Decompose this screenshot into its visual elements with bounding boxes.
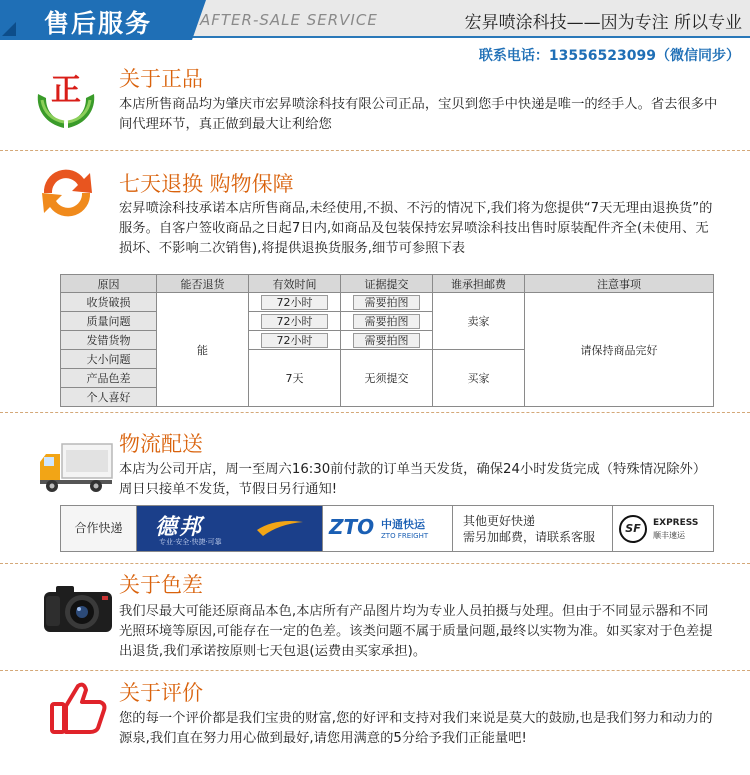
section-text-review: 您的每一个评价都是我们宝贵的财富,您的好评和支持对我们来说是莫大的鼓励,也是我们努力和动力的源泉,我们直在努力用心做到最好,请您用满意的5分给予我们正能量吧! xyxy=(119,711,713,746)
zto-en-name: ZTO FREIGHT xyxy=(381,532,429,540)
zto-logo xyxy=(323,506,453,551)
deppon-logo-text: 德邦 xyxy=(155,515,204,540)
section-title-returns: 七天退换 购物保障 xyxy=(119,172,294,196)
section-title-review: 关于评价 xyxy=(119,681,203,705)
time-cell xyxy=(249,331,341,350)
table-header: 注意事项 xyxy=(525,275,714,293)
divider xyxy=(0,412,750,413)
table-header: 原因 xyxy=(61,275,157,293)
sf-cn-name: 顺丰速运 xyxy=(653,531,685,540)
camera-icon xyxy=(42,582,114,638)
header-corner-decoration xyxy=(2,22,16,36)
divider xyxy=(0,150,750,151)
evidence-value: 需要拍图 xyxy=(353,314,420,329)
carrier-table xyxy=(60,505,714,552)
section-text-returns: 宏昇喷涂科技承诺本店所售商品,未经使用,不损、不污的情况下,我们将为您提供“7天无理由退换货”的服务。自客户签收商品之日起7日内,如商品及包装保持宏昇喷涂科技出售时原装配件齐全(未使用、无损坏、不影响二次销售),将提供退换货服务,细节可参照下表 xyxy=(119,201,713,256)
page-header xyxy=(0,0,750,38)
sf-en-name: EXPRESS xyxy=(653,518,699,528)
header-slogan: 宏昇喷涂科技——因为专注 所以专业 xyxy=(464,13,742,33)
reason-cell: 质量问题 xyxy=(61,312,157,331)
table-header: 谁承担邮费 xyxy=(433,275,525,293)
payer-cell-seller: 卖家 xyxy=(433,293,525,350)
evidence-cell-none: 无须提交 xyxy=(341,350,433,407)
section-text-shipping: 本店为公司开店，周一至周六16:30前付款的订单当天发货，确保24小时发货完成（特殊情况除外）周日只接单不发货，节假日另行通知! xyxy=(119,462,707,497)
genuine-hands-icon xyxy=(34,64,98,136)
time-cell xyxy=(249,293,341,312)
payer-cell-buyer: 买家 xyxy=(433,350,525,407)
table-row xyxy=(61,293,714,312)
note-cell: 请保持商品完好 xyxy=(525,293,714,407)
return-policy-table xyxy=(60,274,714,407)
time-value: 72小时 xyxy=(261,314,328,329)
reason-cell: 发错货物 xyxy=(61,331,157,350)
deppon-swoosh-icon xyxy=(255,516,305,538)
divider xyxy=(0,670,750,671)
evidence-value: 需要拍图 xyxy=(353,295,420,310)
time-cell xyxy=(249,312,341,331)
page-subtitle: AFTER-SALE SERVICE xyxy=(200,11,378,29)
sf-express-logo xyxy=(613,506,713,551)
header-tab xyxy=(0,0,192,40)
refresh-arrows-icon xyxy=(36,163,98,227)
reason-cell: 收货破损 xyxy=(61,293,157,312)
zto-logo-text: ZTO xyxy=(329,515,375,539)
evidence-cell xyxy=(341,312,433,331)
sf-logo-mark: SF xyxy=(619,515,647,543)
reason-cell: 产品色差 xyxy=(61,369,157,388)
section-text-color: 我们尽最大可能还原商品本色,本店所有产品图片均为专业人员拍摄与处理。但由于不同显示器和不同光照环境等原因,可能存在一定的色差。该类问题不属于质量问题,最终以实物为准。如买家对于色差提出退货,我们承诺按原则七天包退(运费由买家承担)。 xyxy=(119,604,713,659)
table-header: 能否退货 xyxy=(157,275,249,293)
time-value: 72小时 xyxy=(261,333,328,348)
reason-cell: 大小问题 xyxy=(61,350,157,369)
delivery-truck-icon xyxy=(38,442,114,498)
thumbs-up-icon xyxy=(48,680,108,740)
deppon-tagline: 专业·安全·快捷·可靠 xyxy=(159,538,222,546)
divider xyxy=(0,563,750,564)
can-return-cell: 能 xyxy=(157,293,249,407)
deppon-logo xyxy=(137,506,323,551)
other-carrier-note xyxy=(453,506,613,551)
section-title-shipping: 物流配送 xyxy=(119,432,203,456)
table-header: 证据提交 xyxy=(341,275,433,293)
zto-cn-name: 中通快运 xyxy=(381,518,425,531)
reason-cell: 个人喜好 xyxy=(61,388,157,407)
contact-phone: 联系电话：13556523099（微信同步） xyxy=(478,48,740,64)
other-note-line1: 其他更好快递 xyxy=(463,514,536,528)
section-title-color: 关于色差 xyxy=(119,573,203,597)
section-text-genuine: 本店所售商品均为肇庆市宏昇喷涂科技有限公司正品，宝贝到您手中快递是唯一的经手人。省去很多中间代理环节，真正做到最大让利给您 xyxy=(119,97,718,132)
time-cell-7d: 7天 xyxy=(249,350,341,407)
page-title: 售后服务 xyxy=(44,9,153,38)
other-note-line2: 需另加邮费，请联系客服 xyxy=(463,530,596,544)
evidence-cell xyxy=(341,293,433,312)
genuine-glyph: 正 xyxy=(51,73,81,108)
section-title-genuine: 关于正品 xyxy=(119,67,203,91)
table-header: 有效时间 xyxy=(249,275,341,293)
evidence-cell xyxy=(341,331,433,350)
table-header-row xyxy=(61,275,714,293)
evidence-value: 需要拍图 xyxy=(353,333,420,348)
time-value: 72小时 xyxy=(261,295,328,310)
carrier-label: 合作快递 xyxy=(61,506,137,551)
